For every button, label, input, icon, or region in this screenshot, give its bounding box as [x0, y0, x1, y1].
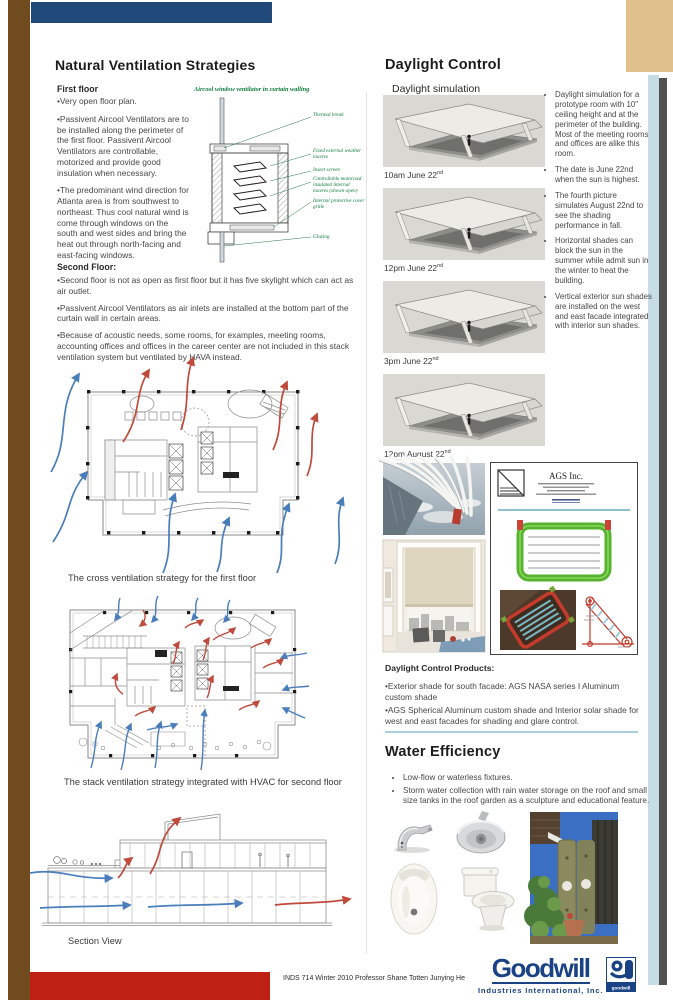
- bullet-text: • Low-flow or waterless fixtures.: [403, 773, 653, 784]
- section-caption: Section View: [68, 936, 122, 946]
- bullet-text: • Horizontal shades can block the sun in the summer while admit sun in the winter to heat the building.: [555, 236, 652, 285]
- bullet-text: • Daylight simulation for a prototype room with 10'' ceiling height and at the perimeter of the building. Most of the meeting rooms and offices are alike this room.: [555, 90, 652, 159]
- daylight-render-image: [383, 188, 545, 260]
- goodwill-subtitle: Industries International, Inc.: [478, 986, 604, 995]
- right-gray-strip: [659, 78, 667, 985]
- goodwill-g-icon: [606, 957, 636, 993]
- water-title: Water Efficiency: [385, 744, 501, 760]
- diagram-label: Internal protective cover grille: [313, 198, 365, 211]
- tan-corner-block: [626, 0, 673, 72]
- plan2-caption: The stack ventilation strategy integrated with HVAC for second floor: [64, 777, 342, 787]
- daylight-simulation-figure: [383, 281, 546, 366]
- daylight-render-image: [383, 281, 545, 353]
- daylight-simulation-figure: [383, 95, 546, 180]
- daylight-simulation-figure: [383, 374, 546, 459]
- daylight-render-image: [383, 374, 545, 446]
- daylight-simulation-figure: [383, 188, 546, 273]
- course-credit: INDS 714 Winter 2010 Professor Shane Totten Junying He: [283, 975, 465, 982]
- goodwill-wordmark: Goodwill: [491, 953, 590, 983]
- bullet-text: •Passivent Aircool Ventilators are to be installed along the perimeter of the first floor. Passivent Aircool Ventilators are controllable, motorized and provide good insulation when necessary.: [57, 113, 189, 178]
- diagram-label: Controllable motorised insulated internal louvres (shown open): [313, 176, 362, 195]
- column-divider: [366, 92, 367, 954]
- diagram-label: Glazing: [313, 234, 330, 240]
- diagram-label: Fixed external weather louvres: [313, 148, 362, 161]
- left-title: Natural Ventilation Strategies: [55, 57, 256, 73]
- products-heading: Daylight Control Products:: [385, 663, 495, 673]
- products-bullets: [385, 681, 641, 729]
- daylight-render-image: [383, 95, 545, 167]
- sim-caption: 12pm June 22nd: [384, 263, 444, 273]
- footer-red-bar: [30, 972, 270, 1000]
- bullet-text: •Very open floor plan.: [57, 96, 137, 106]
- goodwill-icon-label: goodwill: [611, 985, 631, 991]
- daylight-bullets: [546, 90, 652, 337]
- bullet-text: •Passivent Aircool Ventilators as air inlets are installed at the bottom part of the curtain wall in certain areas.: [57, 302, 349, 324]
- bullet-text: •Exterior shade for south facade: AGS NASA series I Aluminum custom shade: [385, 681, 620, 702]
- bullet-text: • Storm water collection with rain water storage on the roof and small size tanks in the roof garden as a sculpture and educational feature.: [403, 786, 653, 807]
- left-brown-bar: [8, 0, 30, 1000]
- ags-title: AGS Inc.: [549, 471, 583, 481]
- right-title: Daylight Control: [385, 57, 501, 73]
- first-floor-plan-figure: [45, 352, 365, 574]
- daylight-simulation-stack: [383, 95, 546, 467]
- bullet-text: • The fourth picture simulates August 22nd to see the shading performance in fall.: [555, 191, 652, 231]
- diagram-title: Aircool window ventilator in curtain walling: [194, 86, 310, 93]
- fixture-toilet-image: [458, 864, 516, 932]
- plan1-caption: The cross ventilation strategy for the first floor: [68, 573, 257, 583]
- first-floor-bullets: [57, 96, 191, 268]
- rain-water-tank-photo: [530, 812, 618, 944]
- water-bullets: [393, 773, 653, 809]
- second-floor-heading: Second Floor:: [57, 262, 117, 272]
- goodwill-logo: [478, 955, 636, 995]
- bullet-text: • The date is June 22nd when the sun is highest.: [555, 165, 652, 185]
- fixture-showerhead-image: [452, 810, 510, 862]
- daylight-subtitle: Daylight simulation: [392, 83, 481, 95]
- fixture-faucet-image: [388, 816, 440, 854]
- bullet-text: •Because of acoustic needs, some rooms, for examples, meeting rooms, accounting offices and offices in the career center are not included in this stack ventilation system but ventilated by HAVA instead.: [57, 330, 350, 362]
- bullet-text: •Second floor is not as open as first floor but it has five skylight which can act as air outlet.: [57, 275, 354, 296]
- bullet-text: •The predominant wind direction for Atlanta area is from southwest to northeast. Thus cool natural wind is come through windows on the south and west sides and bring the heat out through north-facing and east-facing windows.: [57, 185, 189, 260]
- section-view-figure: [30, 810, 360, 935]
- diagram-label: Thermal break: [313, 112, 344, 118]
- bullet-text: •AGS Spherical Aluminum custom shade and Interior solar shade for west and east facades for shading and glare control.: [385, 704, 639, 726]
- section-divider: [385, 731, 638, 733]
- fixture-urinal-image: [388, 860, 443, 938]
- diagram-label: Insect screen: [313, 167, 341, 173]
- ags-datasheet: [490, 462, 638, 655]
- sim-caption: 12pm August 22nd: [384, 449, 451, 459]
- sim-caption: 10am June 22nd: [384, 170, 444, 180]
- product-photo-roller-shade: [383, 540, 485, 652]
- top-blue-bar: [31, 2, 272, 23]
- bullet-text: • Vertical exterior sun shades are installed on the west and east facade integrated with interior sun shades.: [555, 292, 652, 332]
- second-floor-plan-figure: [55, 598, 365, 772]
- product-photo-exterior-shade: [383, 463, 485, 535]
- sim-caption: 3pm June 22nd: [384, 356, 439, 366]
- first-floor-heading: First floor: [57, 84, 99, 94]
- ventilator-detail-diagram: [190, 86, 366, 262]
